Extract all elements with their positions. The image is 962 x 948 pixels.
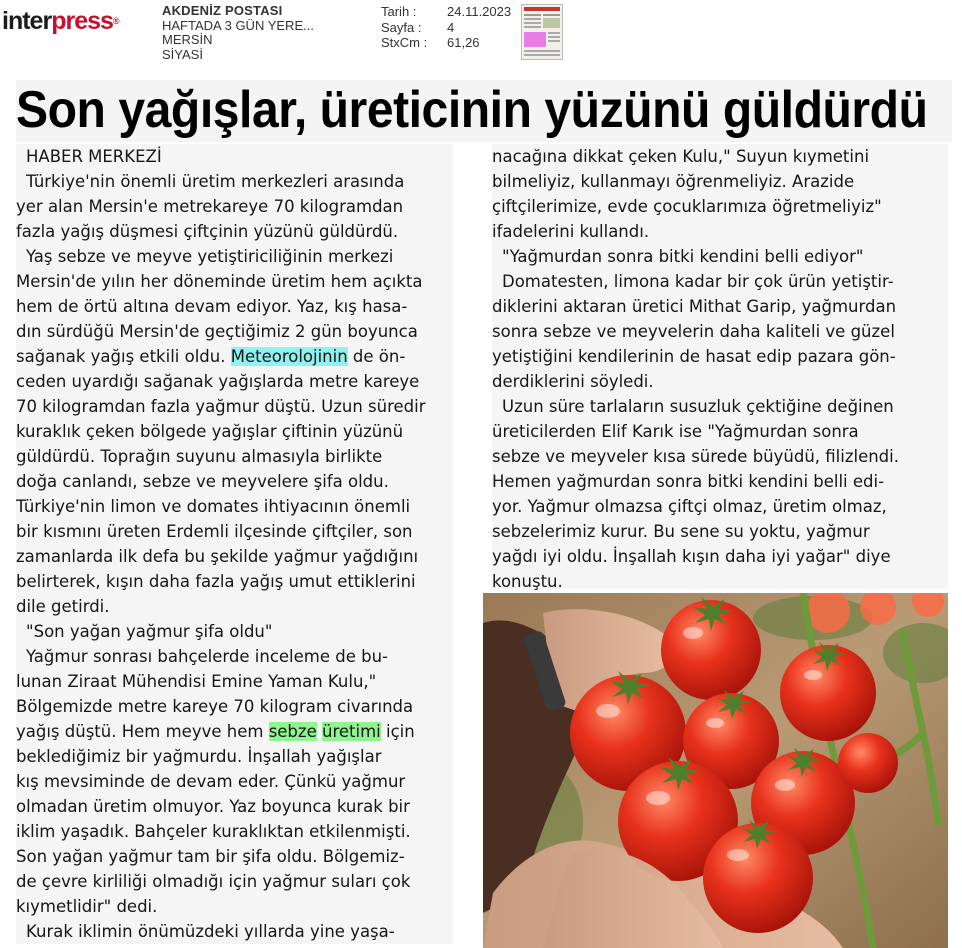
text-line: yağdı iyi oldu. İnşallah kışın daha iyi yağar" diye bbox=[492, 547, 891, 566]
date-row bbox=[381, 4, 511, 20]
page-thumbnail-icon[interactable] bbox=[521, 4, 563, 60]
highlighted-keyword: Meteorolojinin bbox=[230, 347, 348, 366]
clipping-details bbox=[381, 4, 511, 51]
stxcm-value: 61,26 bbox=[447, 35, 480, 50]
text-line bbox=[16, 344, 453, 369]
stxcm-label: StxCm : bbox=[381, 35, 428, 50]
text-line: güldürdü. Toprağın suyunu almasıyla birlikte bbox=[16, 447, 383, 466]
text-line: beklediğimiz bir yağmurdu. İnşallah yağışlar bbox=[16, 747, 382, 766]
page-value: 4 bbox=[447, 19, 455, 35]
text-line bbox=[16, 719, 453, 744]
text-line: bir kısmını üreten Erdemli ilçesinde çiftçiler, son bbox=[16, 522, 413, 541]
text-fragment: de ön- bbox=[347, 347, 406, 366]
text-line: kıymetlidir" dedi. bbox=[16, 897, 158, 916]
text-line: Yaş sebze ve meyve yetiştiriciliğinin merkezi bbox=[26, 247, 394, 266]
text-line: ceden uyardığı sağanak yağışlarda metre kareye bbox=[16, 372, 420, 391]
text-line: Yağmur sonrası bahçelerde inceleme de bu- bbox=[26, 647, 389, 666]
text-line: Türkiye'nin önemli üretim merkezleri arasında bbox=[26, 172, 405, 191]
text-fragment: yağış düştü. Hem meyve hem bbox=[16, 722, 269, 741]
interpress-logo bbox=[2, 6, 119, 36]
text-line: belirterek, kışın daha fazla yağış umut ettiklerini bbox=[16, 572, 416, 591]
text-line: üreticilerden Elif Karık ise "Yağmurdan sonra bbox=[492, 422, 859, 441]
logo-registered-mark: ® bbox=[112, 16, 119, 26]
text-line: Hemen yağmurdan sonra bitki kendini belli edi- bbox=[492, 472, 885, 491]
article-column-1 bbox=[16, 144, 453, 944]
article-column-2 bbox=[492, 144, 948, 589]
text-line: diklerini aktaran üretici Mithat Garip, yağmurdan bbox=[492, 297, 897, 316]
subheading: "Yağmurdan sonra bitki kendini belli ediyor" bbox=[502, 247, 864, 266]
text-line: ifadelerini kullandı. bbox=[492, 222, 650, 241]
text-fragment: için bbox=[380, 722, 415, 741]
text-line: olmadan üretim olmuyor. Yaz boyunca kurak bir bbox=[16, 797, 410, 816]
tomatoes-in-hand-photo bbox=[483, 593, 948, 948]
text-line: sonra sebze ve meyvelerin daha kaliteli ve güzel bbox=[492, 322, 895, 341]
text-line: sebze ve meyveler kısa sürede büyüdü, filizlendi. bbox=[492, 447, 899, 466]
byline: HABER MERKEZİ bbox=[26, 147, 162, 166]
text-line: Bölgemizde metre kareye 70 kilogram civarında bbox=[16, 697, 414, 716]
text-fragment: sağanak yağış etkili oldu. bbox=[16, 347, 231, 366]
text-line: bilmeliyiz, kullanmayı öğrenmeliyiz. Arazide bbox=[492, 172, 855, 191]
text-line: iklim yaşadık. Bahçeler kuraklıktan etkilenmişti. bbox=[16, 822, 411, 841]
publication-city: MERSİN bbox=[162, 32, 213, 47]
publication-category: SİYASİ bbox=[162, 46, 203, 62]
text-line: 70 kilogramdan fazla yağmur düştü. Uzun süredir bbox=[16, 397, 426, 416]
text-line: dın sürdüğü Mersin'de geçtiğimiz 2 gün boyunca bbox=[16, 322, 418, 341]
text-line: dile getirdi. bbox=[16, 597, 110, 616]
text-line: Son yağan yağmur tam bir şifa oldu. Bölgemiz- bbox=[16, 847, 405, 866]
headline: Son yağışlar, üreticinin yüzünü güldürdü bbox=[16, 81, 928, 139]
date-label: Tarih : bbox=[381, 4, 417, 19]
text-line: Uzun süre tarlaların susuzluk çektiğine değinen bbox=[502, 397, 894, 416]
text-line: sebzelerimiz kurur. Bu sene su yoktu, yağmur bbox=[492, 522, 870, 541]
text-line: konuştu. bbox=[492, 572, 563, 591]
date-value: 24.11.2023 bbox=[447, 4, 512, 19]
publication-frequency: HAFTADA 3 GÜN YERE... bbox=[162, 17, 314, 33]
text-line: Mersin'de yılın her döneminde üretim hem açıkta bbox=[16, 272, 423, 291]
text-line: yor. Yağmur olmazsa çiftçi olmaz, üretim olmaz, bbox=[492, 497, 887, 516]
page-label: Sayfa : bbox=[381, 19, 422, 35]
logo-text-press: press bbox=[51, 7, 113, 35]
text-line: lunan Ziraat Mühendisi Emine Yaman Kulu," bbox=[16, 672, 377, 691]
publication-name: AKDENİZ POSTASI bbox=[162, 3, 283, 18]
publication-info bbox=[162, 4, 314, 62]
logo-text-inter: inter bbox=[2, 7, 52, 35]
text-line: Kurak iklimin önümüzdeki yıllarda yine yaşa- bbox=[26, 922, 395, 941]
text-line: de çevre kirliliği olmadığı için yağmur suları çok bbox=[16, 872, 411, 891]
text-line: yer alan Mersin'e metrekareye 70 kilogramdan bbox=[16, 197, 404, 216]
text-line: çiftçilerimize, evde çocuklarımıza öğretmeliyiz" bbox=[492, 197, 882, 216]
page-row bbox=[381, 20, 511, 36]
text-line: kuraklık çeken bölgede yağışlar çiftinin yüzünü bbox=[16, 422, 404, 441]
headline-band bbox=[16, 80, 952, 142]
text-line: derdiklerini söyledi. bbox=[492, 372, 654, 391]
text-line: zamanlarda ilk defa bu şekilde yağmur yağdığını bbox=[16, 547, 419, 566]
text-line: doğa canlandı, sebze ve meyvelere şifa oldu. bbox=[16, 472, 389, 491]
subheading: "Son yağan yağmur şifa oldu" bbox=[26, 622, 273, 641]
text-line: Domatesten, limona kadar bir çok ürün yetiştir- bbox=[502, 272, 894, 291]
text-line: yetiştiğini kendilerinin de hasat edip pazara gön- bbox=[492, 347, 896, 366]
highlighted-keyword: sebze bbox=[268, 722, 317, 741]
highlighted-keyword: üretimi bbox=[321, 722, 381, 741]
text-line: Türkiye'nin limon ve domates ihtiyacının önemli bbox=[16, 497, 411, 516]
stxcm-row bbox=[381, 35, 511, 51]
text-line: kış mevsiminde de devam eder. Çünkü yağmur bbox=[16, 772, 406, 791]
text-line: hem de örtü altına devam ediyor. Yaz, kış hasa- bbox=[16, 297, 408, 316]
text-line: fazla yağış düşmesi çiftçinin yüzünü güldürdü. bbox=[16, 222, 399, 241]
text-line: nacağına dikkat çeken Kulu," Suyun kıymetini bbox=[492, 147, 870, 166]
